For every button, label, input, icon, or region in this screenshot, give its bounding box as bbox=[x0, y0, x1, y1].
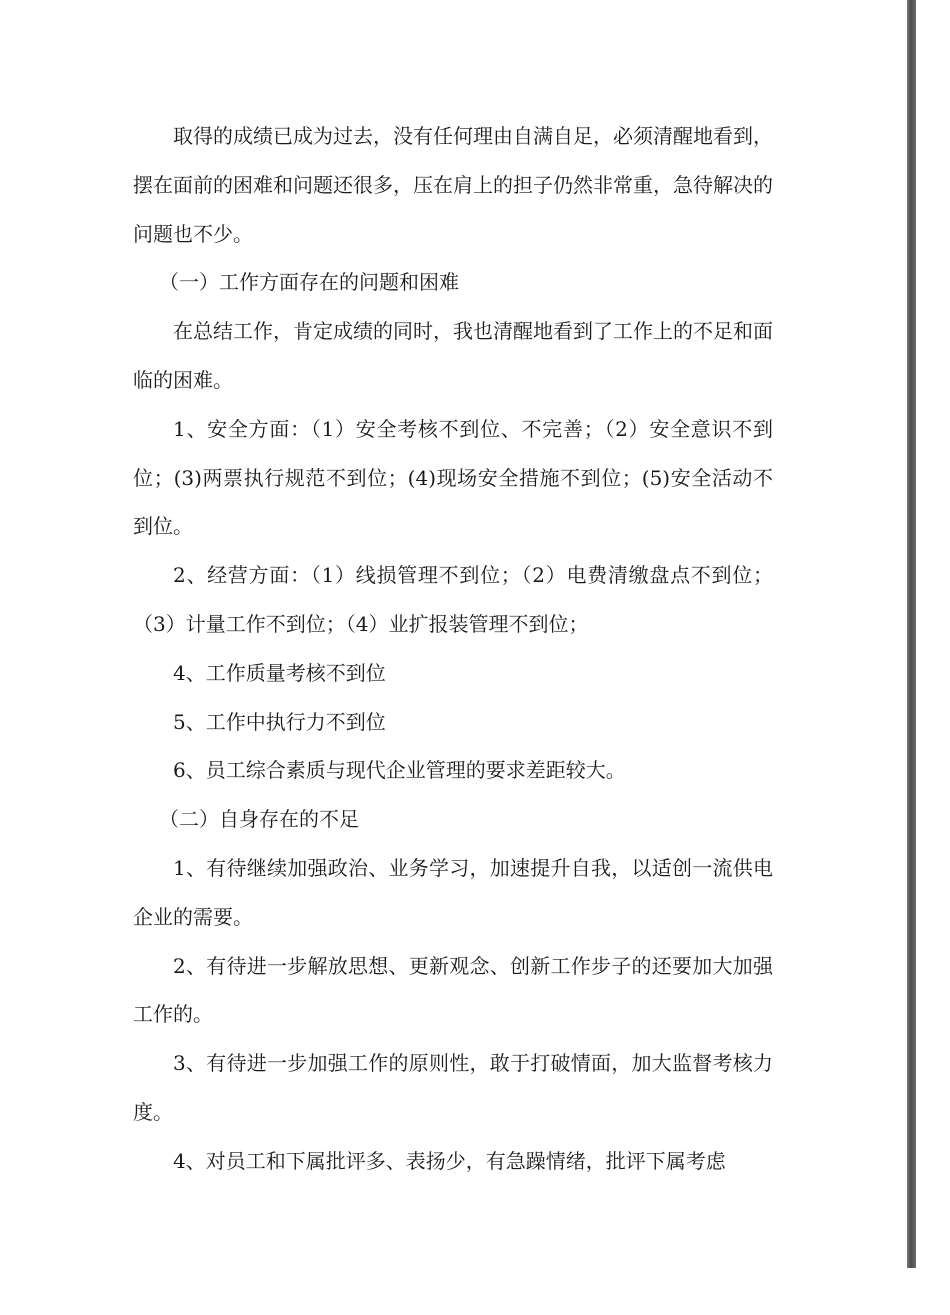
paragraph: 在总结工作，肯定成绩的同时，我也清醒地看到了工作上的不足和面临的困难。 bbox=[133, 319, 773, 392]
paragraph: 取得的成绩已成为过去，没有任何理由自满自足，必须清醒地看到，摆在面前的困难和问题还很多，压在肩上的担子仍然非常重，急待解决的问题也不少。 bbox=[133, 124, 773, 246]
paragraph: 1、安全方面：（1）安全考核不到位、不完善；（2）安全意识不到位；(3)两票执行规范不到位；(4)现场安全措施不到位；(5)安全活动不到位。 bbox=[133, 416, 773, 539]
document-body bbox=[133, 112, 773, 1186]
paragraph: 6、员工综合素质与现代企业管理的要求差距较大。 bbox=[173, 758, 626, 783]
paragraph: 2、有待进一步解放思想、更新观念、创新工作步子的还要加大加强工作的。 bbox=[133, 953, 773, 1027]
paragraph: 5、工作中执行力不到位 bbox=[173, 709, 386, 734]
paragraph: 2、经营方面：（1）线损管理不到位；（2）电费清缴盘点不到位；（3）计量工作不到位；（4）业扩报装管理不到位； bbox=[133, 563, 773, 636]
paragraph: 1、有待继续加强政治、业务学习，加速提升自我，以适创一流供电企业的需要。 bbox=[133, 855, 773, 929]
section-heading: （二）自身存在的不足 bbox=[159, 807, 359, 832]
paragraph: 3、有待进一步加强工作的原则性，敢于打破情面，加大监督考核力度。 bbox=[133, 1051, 773, 1124]
section-heading: （一）工作方面存在的问题和困难 bbox=[159, 270, 459, 295]
paragraph: 4、对员工和下属批评多、表扬少，有急躁情绪，批评下属考虑 bbox=[173, 1148, 726, 1173]
paragraph: 4、工作质量考核不到位 bbox=[173, 660, 386, 685]
page-edge-scrollbar[interactable] bbox=[907, 0, 916, 1268]
